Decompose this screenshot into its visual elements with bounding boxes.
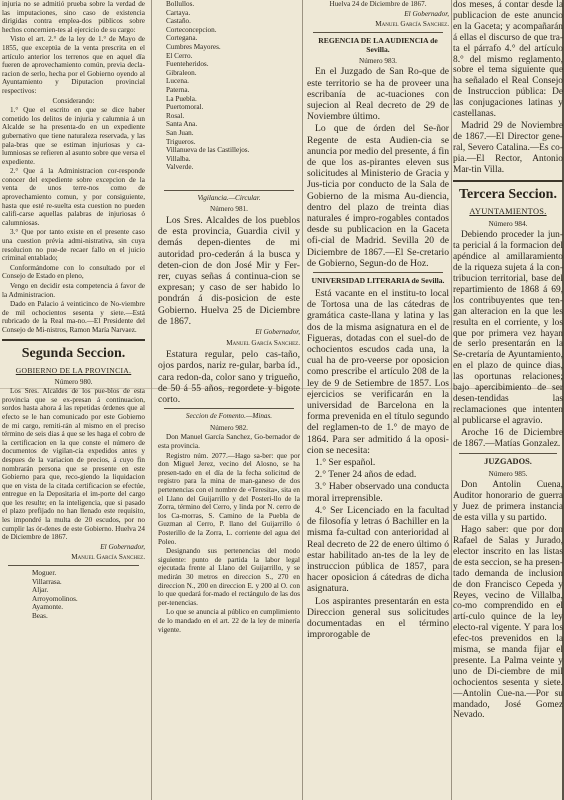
list-item: Arroyomolinos. [32,594,78,603]
list-item: Cumbres Mayores. [166,42,221,51]
signature-name: Manuel García Sanchez. [375,20,449,29]
column-rule [151,0,152,800]
signature-title: El Gobernador, [100,542,145,551]
notice-body: Hago saber: que por don Rafael de Salas y Jurado, elector inscrito en las listas de esta seccion, se ha presen-tado demanda de inclusion de don Francisco Cepeda y Reyes, vecino de Villalba, co-mo comprendido en el artí-culo quince de la ley electo-ral vigente. Y para los efec-tos prevenidos en la misma, se manda fijar el presente. La Palma veinte y uno de Di-ciembre de mil ochocientos sesenta y siete.—Antolin Cue-na.—Por su mandado, José Gomez Nevado. [453,525,563,721]
paragraph: Dado en Palacio á veinticinco de No-viembre de mil ochocientos sesenta y siete.—Está rubricado de la Real ma-no.—El Presidente del Consejo de Mi-nistros, Ramon María Narvaez. [2,300,145,334]
paragraph: Visto el art. 2.° de la ley de 1.° de Mayo de 1855, que exceptúa de la venta prescrita en el artículo anterior los terrenos que en aquel día fueren de aprovechamiento común, previa decla-racion de serlo, hecha por el Gobierno oyendo al Ayuntamiento y Diputacion provincial respectivos: [2,35,145,95]
notice-heading: UNIVERSIDAD LITERARIA de Sevilla. [311,276,445,286]
divider [453,180,563,182]
notice-heading: JUZGADOS. [484,456,532,466]
list-item: Puertomoral. [166,103,204,112]
notice-number: Número 984. [488,218,528,228]
list-item: Aljar. [32,586,49,595]
paragraph: injuria no se admitió prueba sobre la verdad de las imputaciones, sino caso de existencia dirigidas contra emplea-dos públicos sobre hechos concernien-tes al ejercicio de su cargo: [2,0,145,34]
notice-body: Estatura regular, pelo cas-taño, ojos pardos, nariz re-gular, barba íd., cara redon-da, color sano y trigueño, de 50 á 55 años, regordete y bigote corto. [158,349,300,406]
divider [2,339,145,341]
list-item: Rosal. [166,111,185,120]
list-item: Valverde. [166,163,194,172]
notice-text [307,66,449,269]
notice-body: Registro núm. 2077.—Hago sa-ber: que por don Miguel Jerez, vecino del Alosno, se ha presen-tado en el día de la fecha solicitud de registro para la mina de man-ganeso de dos pertenencias con el nombre de «Teresita», sita en el Llano del Guijarrillo y del Posteri-llo de la Zorra, término del Cerro, y linda por N. cerro de los Ca-morras, S. Camino de la Puebla de Guzman al Cerro, P. llano del Guijarrillo ó Posterillo de la Zorra, L. corriente del agua del Poleo. [158,451,300,546]
subsection-title: GOBIERNO DE LA PROVINCIA. [15,365,132,375]
signature-title: El Gobernador, [404,9,449,18]
town-list [2,569,145,621]
list-item: Villanueva de las Castillejos. [166,146,250,155]
paragraph: 3.° Que por tanto existe en el presente caso una cuestion prévia admi-nistrativa, sin cuya resolucion no pue-de recaer fallo en el juicio criminal entablado; [2,228,145,263]
divider [313,32,443,33]
notice-body: Debiendo proceder la jun-ta pericial á la formacion del apéndice al amillaramiento de la riqueza sujeta á la con-tribucion territorial, base del repartimiento de 1868 á 69, los contribuyentes que ten-gan alteracion en la que les resulta en el corriente, y los que por primera vez hayan de serlo presentarán en la Se-cretaría de Ayuntamiento, en el plazo de quince dias, las oportunas relaciones; bajo apercibimiento de ser desen-tendidas las reclamaciones que intenten al publicarse el agravio. [453,230,563,426]
notice-body: Designando sus pertenencias del modo siguiente: punto de partida la labor legal ejecutada frente al Llano del Guijarrillo, y se medirán 30 metros en direccion S., 270 en direccion N., 200 en direccion E. y 200 al O. con lo que quedará for-mado el rectángulo de las dos per-tenencias. [158,547,300,607]
notice-number: Número 983. [359,56,397,65]
notice-number: Número 982. [210,423,248,432]
list-item: Castaño. [166,17,191,26]
signature-name: Manuel García Sanchez. [226,338,300,347]
notice-body: Madrid 29 de Noviembre de 1867.—El Director gene-ral, Severo Catalina.—Es co-pia.—El Rector, Antonio Mar-tin Villa. [453,120,563,175]
divider [459,453,557,454]
paragraph: Vengo en decidir esta competencia á favor de la Administracion. [2,282,145,299]
notice-heading: Seccion de Fomento.—Minas. [185,412,273,421]
notice-number: Número 981. [210,205,248,214]
list-item: Ayamonte. [32,603,64,612]
notice-text [307,288,449,640]
notice-body: dos meses, á contar desde la publicacion de este anuncio en la Gaceta; y acompañarán á ellas el discurso de que tra-ta el párrafo 4.° del artículo 8.° del mismo reglamento, sobre el tema siguiente que ha señalado el Real Consejo de Instruccion pública: De las conjugaciones latinas y castellanas. [453,0,563,120]
divider [164,408,294,409]
requirement-item: 3.° Haber observado una conducta moral irreprensible. [307,481,449,504]
list-item: Cortegana. [166,34,198,43]
notice-body: Lo que se anuncia al público en cumplimiento de lo mandado en el art. 22 de la ley de minería vigente. [158,608,300,634]
list-item: Villalba. [166,154,191,163]
divider [313,272,443,273]
list-item: Beas. [32,612,48,620]
subsection-title: AYUNTAMIENTOS. [469,206,547,216]
paragraph: 1.° Que el escrito en que se dice haber cometido los delitos de injuria y calumnia á un Alcalde se ha presenta-do en un expediente gubernativo que tiene naturaleza reservada, y las pala-bras que se estiman injuriosas y ca-lumniosas se refieren al asunto sobre que versa el expediente. [2,106,145,166]
notice-body: Los aspirantes presentarán en esta Direccion general sus solicitudes documentadas en el término improrogable de [307,595,449,641]
signature-name: Manuel García Sanchez. [71,553,145,562]
list-item: Gibraleon. [166,68,197,77]
list-item: Corteconcepcion. [166,25,217,34]
requirement-item: 1.° Ser español. [315,457,376,469]
paragraph: 2.° Que á la Administracion cor-responde conocer del expediente sobre excepcion de la venta de unos terre-nos como de aprovechamiento comun, y por consiguiente, hasta que esté re-suelta esta cuestion no pueden califi-carse aquellas palabras de injuriosas ó calumniosas. [2,167,145,227]
list-item: La Puebla. [166,94,197,103]
notice-body: Lo que de órden del Se-ñor Regente de esta Audien-cia se anuncia por medio del presente, á fin de que los as-pirantes eleven sus solicitudes al Ministerio de Gracia y Jus-ticia por conducto de la Sala de Gobierno de la misma Au-diencia, dentro del plazo de treinta dias naturales é impro-rogables contados desde su publicacion en la Gaceta ofi-cial de Madrid. Sevilla 20 de Diciembre de 1867.—El Se-cretario de Gobierno, Segun-do de Hoz. [307,123,449,269]
list-item: Lucena. [166,77,189,86]
list-item: Cartaya. [166,8,191,17]
notice-body: Está vacante en el institu-to local de Tortosa una de las cátedras de gramática caste-llana y latina y las dos de la misma asignatura en el de Figueras, dotadas con el suel-do de ochocientos escudos cada una, la cual ha de pro-veerse por oposicion como prescribe el artículo 208 de la ley de 9 de Setiembre de 1857. Los ejercicios se verificarán en la universidad de Barcelona en la forma prevenida en el título segundo del reglamen-to de 1.° de mayo de 1864. Para ser admitido á la oposi-cion se necesita: [307,288,449,456]
column-3 [307,0,449,800]
notice-number: Número 985. [488,468,528,478]
list-item: Paterna. [166,85,190,94]
notice-heading: Vigilancia.—Circular. [197,193,261,202]
list-item: Bollullos. [166,0,195,8]
list-item: Trigueros. [166,137,196,146]
notice-heading: REGENCIA DE LA AUDIENCIA de Sevilla. [318,35,438,54]
requirement-item: 2.° Tener 24 años de edad. [315,469,417,481]
list-item: El Cerro. [166,51,193,60]
list-item: San Juan. [166,128,194,137]
notice-body: Los Sres. Alcaldes de los pueblos de esta provincia, Guardia civil y demás depen-dientes de mi autoridad pro-cederán á la busca y deten-cion de don José Mir y Fer-rer, cuyas señas á continua-cion se expresan; y caso de ser habido lo pondrán á dis-posicion de este Gobierno. Huelva 25 de Diciembre de 1867. [158,215,300,327]
town-list [158,0,300,172]
notice-number: Número 980. [54,377,93,386]
list-item: Fuenteheridos. [166,60,209,69]
list-item: Villarrasa. [32,577,62,586]
column-2 [158,0,300,800]
signature-title: El Gobernador, [255,328,300,337]
section-title: Segunda Seccion. [21,345,126,361]
dateline: Huelva 24 de Diciembre de 1867. [329,0,427,8]
divider [8,565,139,566]
column-rule [451,0,452,800]
column-1 [2,0,145,800]
list-item: Santa Ana. [166,120,198,129]
notice-body: Don Manuel García Sanchez, Go-bernador de esta provincia. [158,433,300,451]
column-4 [453,0,563,800]
paragraph: Conformándome con lo consultado por el Consejo de Estado en pleno, [2,263,145,281]
paragraph: Considerando: [52,96,95,105]
notice-body: En el Juzgado de San Ro-que de este territorio se ha de proveer una escribanía de ac-tuaciones con sujecion al Real decreto de 29 de Noviembre último. [307,66,449,123]
list-item: Moguer. [32,569,57,578]
notice-body: Los Sres. Alcaldes de los pue-blos de esta provincia que se ex-presan á continuacion, sordos hasta ahora á las repetidas órdenes que al efecto se le han comunicado por este Gobierno de mi cargo, remiti-rán al mismo en el preciso término de seis dias á que se les haga el cobro de la certificacion en la que conste el número de documentos de vigilan-cia expedidos antes y despues de la variacion de precios, á cuyo fin nombrarán persona que se presente en este Gobierno para que, reco-giendo la liquidacion que en vista de la citada certificacion se efectúe, entregue en la Depositaria el im-porte del cargo que les resulte; en la inteligencia, que si pasado el plazo prefijado no han llenado este requisito, les impondré la multa de 20 escudos, por no cumplir las ór-denes de este Gobierno. Huelva 24 de Diciembre de 1867. [2,387,145,542]
divider [164,190,294,191]
section-title: Tercera Seccion. [459,186,557,202]
column-rule [302,0,303,800]
notice-body: Aroche 16 de Diciembre de 1867.—Matías Gonzalez. [453,427,563,449]
notice-body: Don Antolin Cuena, Auditor honorario de guerra y Juez de primera instancia de esta villa y su partido. [453,480,563,524]
requirement-item: 4.° Ser Licenciado en la facultad de filosofía y letras ó Bachiller en la misma fa-cultad con anterioridad al Real decreto de 22 de enero último ó estar habilitado an-tes de la ley de instruccion pública de 1857, para hacer oposicion á cátedras de dicha asignatura. [307,504,449,595]
